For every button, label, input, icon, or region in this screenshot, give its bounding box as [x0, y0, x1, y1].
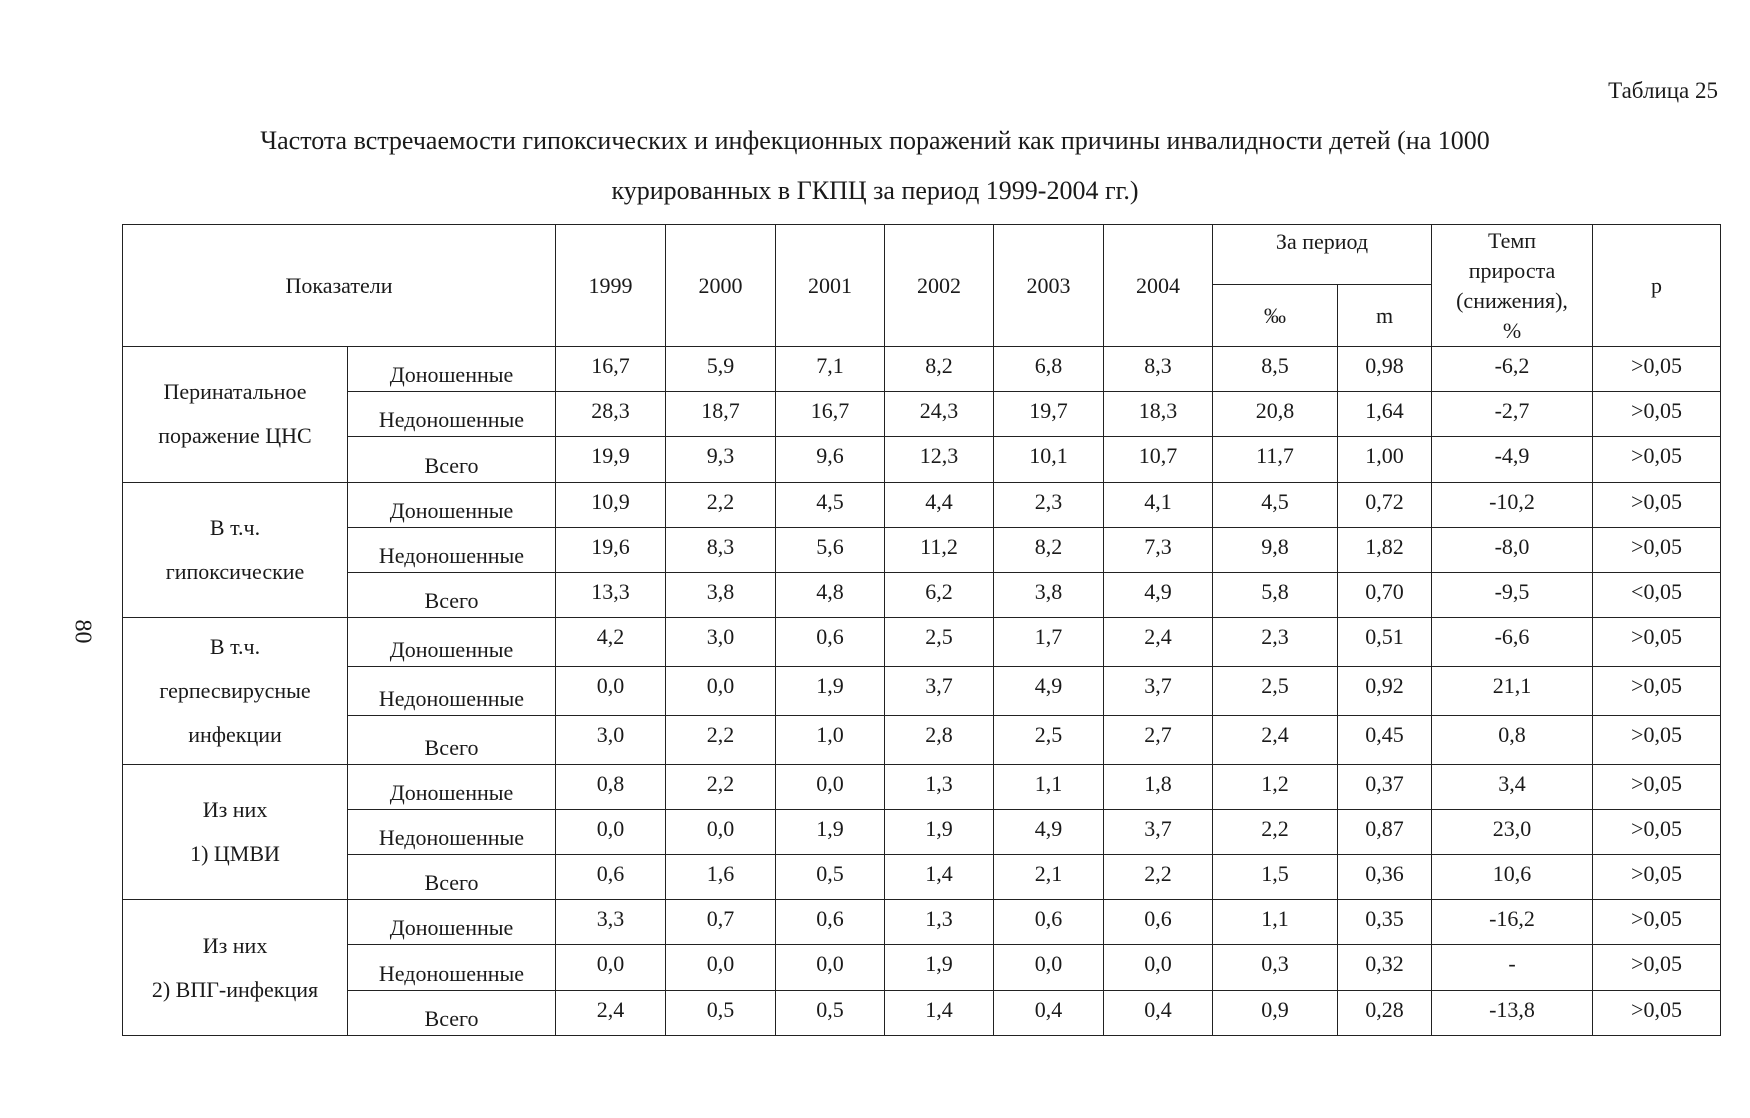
table-cell: 0,70 [1338, 572, 1432, 617]
table-cell: 10,6 [1432, 855, 1593, 900]
group-label-line: В т.ч. [209, 514, 261, 540]
table-cell: 10,1 [994, 437, 1104, 482]
table-cell: -9,5 [1432, 572, 1593, 617]
table-cell: 4,9 [994, 809, 1104, 854]
table-cell: 1,4 [885, 990, 994, 1035]
table-cell: 0,92 [1338, 666, 1432, 715]
table-cell: 0,5 [666, 990, 776, 1035]
table-cell: 2,4 [1213, 715, 1338, 764]
table-cell: 0,4 [994, 990, 1104, 1035]
group-label-line: 1) ЦМВИ [190, 841, 280, 866]
header-growth-line: прироста [1468, 257, 1556, 283]
table-cell: 2,2 [1213, 809, 1338, 854]
table-cell: 1,4 [885, 855, 994, 900]
table-cell: 18,7 [666, 392, 776, 437]
table-cell: 0,35 [1338, 900, 1432, 945]
header-growth-line: % [1502, 317, 1522, 343]
table-cell: 0,9 [1213, 990, 1338, 1035]
header-year: 2003 [994, 225, 1104, 347]
table-cell: >0,05 [1593, 855, 1721, 900]
table-cell: 4,9 [994, 666, 1104, 715]
header-m: m [1338, 285, 1432, 347]
table-cell: 1,7 [994, 618, 1104, 667]
group-label-line: поражение ЦНС [158, 423, 312, 449]
table-cell: 3,3 [556, 900, 666, 945]
table-cell: 4,2 [556, 618, 666, 667]
table-cell: 3,0 [556, 715, 666, 764]
table-cell: 1,9 [776, 809, 885, 854]
page-number: 80 [69, 619, 96, 644]
subgroup-label: Всего [348, 572, 556, 617]
table-cell: 1,9 [885, 945, 994, 990]
table-cell: 2,4 [1104, 618, 1213, 667]
table-cell: 1,00 [1338, 437, 1432, 482]
table-cell: 0,6 [776, 618, 885, 667]
header-year: 2000 [666, 225, 776, 347]
table-cell: 1,64 [1338, 392, 1432, 437]
table-cell: 0,51 [1338, 618, 1432, 667]
table-cell: 0,32 [1338, 945, 1432, 990]
table-cell: 10,7 [1104, 437, 1213, 482]
table-cell: >0,05 [1593, 900, 1721, 945]
table-body [123, 347, 1721, 1036]
group-label [123, 764, 348, 900]
header-year: 1999 [556, 225, 666, 347]
group-label-line: Перинатальное [163, 379, 307, 405]
table-cell: 7,3 [1104, 527, 1213, 572]
table-cell: >0,05 [1593, 482, 1721, 527]
table-cell: 4,9 [1104, 572, 1213, 617]
table-cell: -6,6 [1432, 618, 1593, 667]
table-cell: 0,0 [666, 809, 776, 854]
table-cell: 3,7 [1104, 809, 1213, 854]
table-row [123, 990, 1721, 1035]
table-row [123, 618, 1721, 667]
table-cell: 1,3 [885, 764, 994, 809]
table-cell: 0,45 [1338, 715, 1432, 764]
group-label-line: герпесвирусные [159, 677, 311, 703]
table-cell: 4,8 [776, 572, 885, 617]
table-cell: 5,8 [1213, 572, 1338, 617]
table-cell: -16,2 [1432, 900, 1593, 945]
subgroup-label: Недоношенные [348, 392, 556, 437]
table-cell: 28,3 [556, 392, 666, 437]
table-cell: -4,9 [1432, 437, 1593, 482]
table-cell: 0,8 [1432, 715, 1593, 764]
table-cell: 5,9 [666, 347, 776, 392]
table-row [123, 715, 1721, 764]
table-cell: 5,6 [776, 527, 885, 572]
table-cell: 1,1 [994, 764, 1104, 809]
table-row [123, 347, 1721, 392]
table-row [123, 482, 1721, 527]
table-cell: 0,0 [556, 666, 666, 715]
title-line-1: Частота встречаемости гипоксических и инфекционных поражений как причины инвалидности детей (на 1000 [260, 126, 1490, 155]
table-cell: 1,9 [885, 809, 994, 854]
table-row [123, 527, 1721, 572]
subgroup-label: Всего [348, 437, 556, 482]
table-cell: 9,3 [666, 437, 776, 482]
table-row [123, 666, 1721, 715]
group-label [123, 900, 348, 1036]
table-cell: >0,05 [1593, 666, 1721, 715]
title-line-2: курированных в ГКПЦ за период 1999-2004 гг.) [611, 176, 1139, 205]
table-cell: 6,2 [885, 572, 994, 617]
table-cell: 0,0 [994, 945, 1104, 990]
table-cell: 1,82 [1338, 527, 1432, 572]
table-cell: 0,8 [556, 764, 666, 809]
table-cell: 19,6 [556, 527, 666, 572]
table-cell: 4,1 [1104, 482, 1213, 527]
subgroup-label: Всего [348, 855, 556, 900]
table-cell: 12,3 [885, 437, 994, 482]
table-cell: 0,0 [666, 666, 776, 715]
table-cell: 21,1 [1432, 666, 1593, 715]
subgroup-label: Доношенные [348, 347, 556, 392]
table-cell: 2,5 [1213, 666, 1338, 715]
table-cell: -2,7 [1432, 392, 1593, 437]
group-label [123, 347, 348, 483]
table-cell: 8,5 [1213, 347, 1338, 392]
table-cell: >0,05 [1593, 715, 1721, 764]
header-year: 2001 [776, 225, 885, 347]
table-cell: 3,4 [1432, 764, 1593, 809]
table-row [123, 392, 1721, 437]
table-cell: 1,0 [776, 715, 885, 764]
table-cell: 0,6 [776, 900, 885, 945]
subgroup-label: Недоношенные [348, 945, 556, 990]
table-cell: >0,05 [1593, 437, 1721, 482]
table-cell: 0,0 [776, 945, 885, 990]
table-cell: 1,6 [666, 855, 776, 900]
table-row [123, 572, 1721, 617]
table-cell: 13,3 [556, 572, 666, 617]
table-cell: >0,05 [1593, 990, 1721, 1035]
table-cell: 23,0 [1432, 809, 1593, 854]
table-cell: 0,0 [556, 809, 666, 854]
table-cell: 2,5 [994, 715, 1104, 764]
table-title [110, 116, 1640, 216]
table-cell: 2,8 [885, 715, 994, 764]
table-cell: 9,8 [1213, 527, 1338, 572]
table-cell: 16,7 [776, 392, 885, 437]
table-cell: -6,2 [1432, 347, 1593, 392]
table-cell: 2,1 [994, 855, 1104, 900]
table-cell: 1,2 [1213, 764, 1338, 809]
table-cell: 1,3 [885, 900, 994, 945]
table-cell: 1,9 [776, 666, 885, 715]
table-cell: 7,1 [776, 347, 885, 392]
table-cell: >0,05 [1593, 764, 1721, 809]
table-cell: 0,5 [776, 990, 885, 1035]
table-cell: 8,3 [666, 527, 776, 572]
header-indicators: Показатели [123, 225, 556, 347]
header-year: 2004 [1104, 225, 1213, 347]
table-cell: 3,7 [885, 666, 994, 715]
table-cell: 2,2 [666, 715, 776, 764]
table-cell: 2,2 [666, 764, 776, 809]
table-cell: 0,0 [776, 764, 885, 809]
subgroup-label: Доношенные [348, 764, 556, 809]
table-row [123, 809, 1721, 854]
group-label-line: Из них [202, 797, 268, 822]
table-cell: 4,4 [885, 482, 994, 527]
table-cell: 2,5 [885, 618, 994, 667]
table-cell: >0,05 [1593, 347, 1721, 392]
table-cell: 16,7 [556, 347, 666, 392]
table-cell: 8,3 [1104, 347, 1213, 392]
table-cell: 11,2 [885, 527, 994, 572]
header-p: p [1593, 225, 1721, 347]
table-cell: 0,72 [1338, 482, 1432, 527]
table-cell: 8,2 [994, 527, 1104, 572]
group-label [123, 482, 348, 618]
table-cell: >0,05 [1593, 392, 1721, 437]
group-label-line: В т.ч. [209, 633, 261, 659]
table-label: Таблица 25 [1608, 78, 1718, 103]
table-cell: 0,4 [1104, 990, 1213, 1035]
table-row [123, 764, 1721, 809]
table-cell: 0,3 [1213, 945, 1338, 990]
table-cell: 0,98 [1338, 347, 1432, 392]
table-cell: 19,9 [556, 437, 666, 482]
table-cell: 24,3 [885, 392, 994, 437]
table-row [123, 945, 1721, 990]
table-cell: 0,28 [1338, 990, 1432, 1035]
table-cell: 2,7 [1104, 715, 1213, 764]
table-cell: 8,2 [885, 347, 994, 392]
table-cell: 0,6 [994, 900, 1104, 945]
subgroup-label: Всего [348, 715, 556, 764]
table-cell: 2,3 [1213, 618, 1338, 667]
header-growth-line: Темп [1487, 227, 1537, 253]
table-cell: 10,9 [556, 482, 666, 527]
header-period: За период [1213, 225, 1432, 285]
table-cell: 3,8 [666, 572, 776, 617]
table-cell: 0,7 [666, 900, 776, 945]
table-cell: 4,5 [1213, 482, 1338, 527]
table-cell: 11,7 [1213, 437, 1338, 482]
table-cell: 1,1 [1213, 900, 1338, 945]
header-year: 2002 [885, 225, 994, 347]
subgroup-label: Недоношенные [348, 527, 556, 572]
table-cell: 9,6 [776, 437, 885, 482]
table-cell: 1,8 [1104, 764, 1213, 809]
table-cell: >0,05 [1593, 945, 1721, 990]
table-cell: 3,7 [1104, 666, 1213, 715]
table-cell: 0,6 [556, 855, 666, 900]
table-cell: 2,2 [666, 482, 776, 527]
header-permille: ‰ [1213, 285, 1338, 347]
table-cell: 18,3 [1104, 392, 1213, 437]
subgroup-label: Всего [348, 990, 556, 1035]
table-cell: 0,6 [1104, 900, 1213, 945]
header-growth-rate [1432, 225, 1593, 347]
table-cell: -8,0 [1432, 527, 1593, 572]
subgroup-label: Недоношенные [348, 666, 556, 715]
subgroup-label: Доношенные [348, 900, 556, 945]
table-cell: 0,37 [1338, 764, 1432, 809]
table-cell: 0,0 [1104, 945, 1213, 990]
table-cell: 0,0 [556, 945, 666, 990]
table-cell: 3,0 [666, 618, 776, 667]
table-cell: - [1432, 945, 1593, 990]
table-cell: 3,8 [994, 572, 1104, 617]
group-label-line: Из них [202, 932, 268, 958]
group-label-line: 2) ВПГ-инфекция [151, 976, 319, 1002]
table-cell: >0,05 [1593, 809, 1721, 854]
data-table [122, 224, 1721, 1036]
table-cell: 0,87 [1338, 809, 1432, 854]
table-cell: 4,5 [776, 482, 885, 527]
table-row [123, 437, 1721, 482]
table-cell: 20,8 [1213, 392, 1338, 437]
table-cell: -10,2 [1432, 482, 1593, 527]
table-cell: 2,4 [556, 990, 666, 1035]
table-cell: 0,0 [666, 945, 776, 990]
table-cell: >0,05 [1593, 527, 1721, 572]
table-cell: 0,36 [1338, 855, 1432, 900]
table-cell: 6,8 [994, 347, 1104, 392]
subgroup-label: Недоношенные [348, 809, 556, 854]
group-label-line: инфекции [188, 721, 282, 747]
subgroup-label: Доношенные [348, 482, 556, 527]
table-cell: 1,5 [1213, 855, 1338, 900]
group-label [123, 618, 348, 765]
table-cell: 19,7 [994, 392, 1104, 437]
table-cell: >0,05 [1593, 618, 1721, 667]
header-growth-line: (снижения), [1456, 287, 1568, 313]
table-cell: 0,5 [776, 855, 885, 900]
table-cell: 2,2 [1104, 855, 1213, 900]
subgroup-label: Доношенные [348, 618, 556, 667]
group-label-line: гипоксические [165, 558, 305, 584]
table-cell: 2,3 [994, 482, 1104, 527]
table-row [123, 855, 1721, 900]
table-cell: -13,8 [1432, 990, 1593, 1035]
table-row [123, 900, 1721, 945]
table-cell: <0,05 [1593, 572, 1721, 617]
